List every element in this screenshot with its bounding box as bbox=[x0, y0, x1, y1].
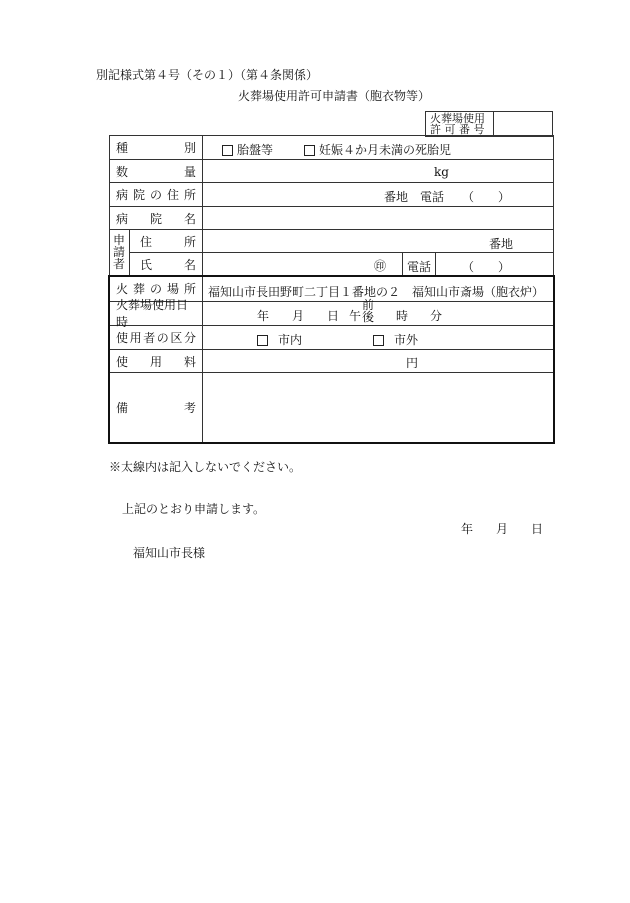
permit-number-label-2: 許 可 番 号 bbox=[430, 123, 485, 136]
usage-month: 月 bbox=[292, 309, 305, 323]
quantity-label: 数 量 bbox=[116, 164, 196, 179]
usage-hour: 時 bbox=[396, 309, 409, 323]
type-option-placenta[interactable]: 胎盤等 bbox=[222, 141, 273, 158]
applicant-name-field[interactable] bbox=[205, 254, 370, 274]
applicant-address-field[interactable] bbox=[205, 231, 485, 251]
applicant-name-label: 氏 名 bbox=[140, 257, 196, 272]
fee-unit: 円 bbox=[406, 356, 419, 370]
applicant-group-label: 申 請 者 bbox=[112, 233, 125, 271]
hospital-name-field[interactable] bbox=[205, 208, 550, 228]
hospital-phone-paren[interactable]: （ ） bbox=[462, 190, 511, 204]
checkbox-icon bbox=[304, 145, 315, 156]
type-option-fetus[interactable]: 妊娠４か月未満の死胎児 bbox=[304, 141, 451, 158]
checkbox-icon bbox=[373, 335, 384, 346]
form-title: 火葬場使用許可申請書（胞衣物等） bbox=[238, 89, 431, 103]
applicant-phone-paren[interactable]: （ ） bbox=[462, 260, 511, 274]
fee-label: 使 用 料 bbox=[116, 354, 196, 369]
date-day: 日 bbox=[531, 522, 544, 536]
crematorium-label: 火 葬 の 場 所 bbox=[116, 281, 196, 296]
applicant-phone-label: 電話 bbox=[407, 260, 432, 274]
remarks-label: 備 考 bbox=[116, 400, 196, 415]
hospital-address-suffix: 番地 bbox=[384, 190, 409, 204]
type-label: 種 別 bbox=[116, 140, 196, 155]
usage-datetime-label: 火葬場使用日時 bbox=[116, 298, 189, 329]
form-number: 別記様式第４号（その１）（第４条関係） bbox=[96, 68, 319, 82]
hospital-phone-label: 電話 bbox=[420, 190, 445, 204]
applicant-seal: ㊞ bbox=[374, 259, 387, 273]
quantity-unit: kg bbox=[434, 165, 449, 179]
hospital-name-label: 病 院 名 bbox=[116, 211, 196, 226]
date-month: 月 bbox=[496, 522, 509, 536]
hospital-address-field[interactable] bbox=[205, 184, 380, 204]
usage-am-pm[interactable]: 前 後 bbox=[361, 298, 374, 324]
usage-gozen-go: 午 bbox=[349, 309, 362, 323]
date-year: 年 bbox=[461, 522, 474, 536]
thick-border-note: ※太線内は記入しないでください。 bbox=[109, 460, 302, 474]
checkbox-icon bbox=[222, 145, 233, 156]
user-category-outside[interactable]: 市外 bbox=[373, 331, 418, 348]
crematorium-value: 福知山市長田野町二丁目１番地の２ 福知山市斎場（胞衣炉） bbox=[208, 285, 545, 299]
applicant-address-suffix: 番地 bbox=[489, 237, 514, 251]
hospital-address-label: 病 院 の 住 所 bbox=[116, 187, 196, 202]
usage-day: 日 bbox=[327, 309, 340, 323]
checkbox-icon bbox=[257, 335, 268, 346]
permit-number-label-1: 火葬場使用 bbox=[430, 112, 485, 125]
application-statement: 上記のとおり申請します。 bbox=[122, 502, 266, 516]
permit-number-field[interactable] bbox=[495, 112, 551, 136]
addressee: 福知山市長様 bbox=[133, 546, 206, 560]
user-category-inside[interactable]: 市内 bbox=[257, 331, 302, 348]
usage-minute: 分 bbox=[430, 309, 443, 323]
quantity-field[interactable] bbox=[205, 161, 430, 181]
user-category-label: 使 用 者 の 区 分 bbox=[116, 330, 196, 345]
usage-year: 年 bbox=[257, 309, 270, 323]
applicant-address-label: 住 所 bbox=[140, 234, 196, 249]
